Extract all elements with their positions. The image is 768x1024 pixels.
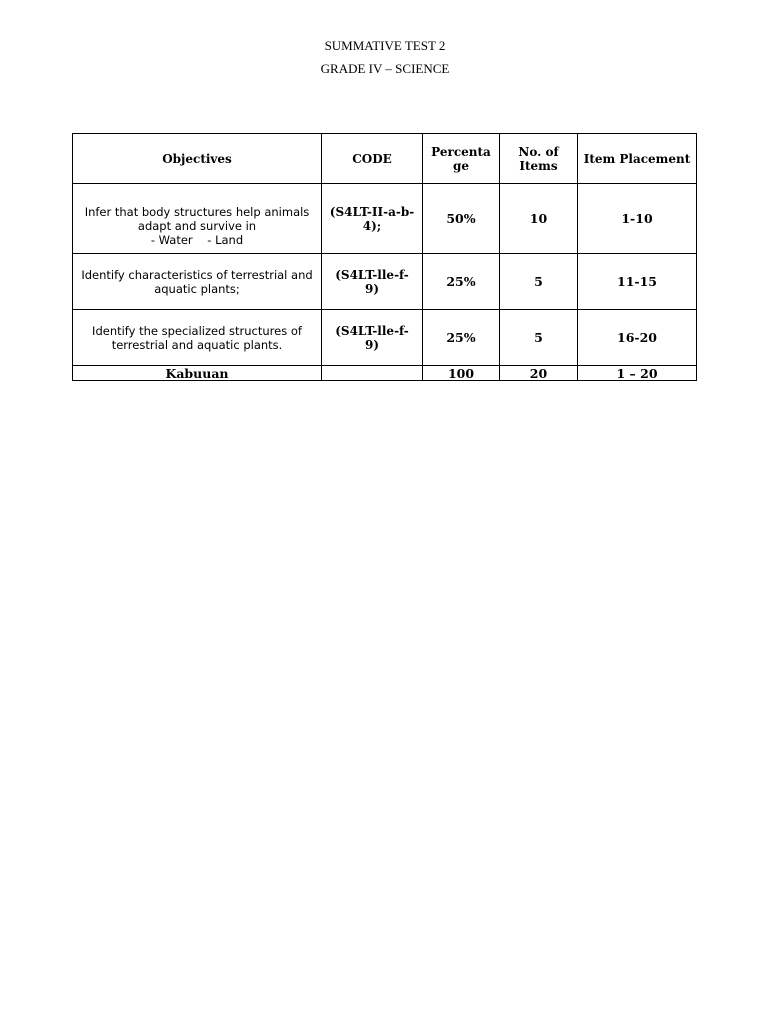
- objective-line: Identify characteristics of terrestrial and: [81, 267, 313, 282]
- objective-line: Infer that body structures help animals: [84, 204, 310, 219]
- code-line: 9): [364, 281, 380, 296]
- header-percentage-label: Percenta ge: [431, 144, 491, 173]
- code-cell: [322, 184, 423, 254]
- objective-cell: [73, 184, 322, 254]
- objective-cell: [73, 254, 322, 310]
- objective-line: aquatic plants;: [154, 281, 240, 296]
- total-items: 20: [500, 366, 578, 381]
- percentage-cell: 50%: [423, 184, 500, 254]
- total-percentage: 100: [423, 366, 500, 381]
- header-placement: Item Placement: [578, 134, 697, 184]
- percentage-cell: 25%: [423, 254, 500, 310]
- total-label: Kabuuan: [73, 366, 322, 381]
- table-header-row: [73, 134, 697, 184]
- header-code: CODE: [322, 134, 423, 184]
- table-of-specifications: [72, 133, 697, 381]
- items-cell: 5: [500, 310, 578, 366]
- placement-cell: 11-15: [578, 254, 697, 310]
- placement-cell: 16-20: [578, 310, 697, 366]
- placement-cell: 1-10: [578, 184, 697, 254]
- document-title: SUMMATIVE TEST 2: [324, 38, 446, 53]
- table-row: [73, 254, 697, 310]
- objective-cell: [73, 310, 322, 366]
- percentage-cell: 25%: [423, 310, 500, 366]
- objective-line: adapt and survive in: [137, 218, 257, 233]
- objective-line: - Water - Land: [150, 232, 244, 247]
- objective-line: terrestrial and aquatic plants.: [111, 337, 283, 352]
- code-line: (S4LT-II-a-b-: [329, 204, 415, 219]
- table-row: [73, 184, 697, 254]
- total-row: [73, 366, 697, 381]
- total-placement: 1 – 20: [578, 366, 697, 381]
- items-cell: 5: [500, 254, 578, 310]
- items-cell: 10: [500, 184, 578, 254]
- total-code: [322, 366, 423, 381]
- header-items: [500, 134, 578, 184]
- header-objectives: Objectives: [73, 134, 322, 184]
- table-row: [73, 310, 697, 366]
- code-cell: [322, 310, 423, 366]
- code-line: 9): [364, 337, 380, 352]
- code-line: (S4LT-lle-f-: [335, 323, 409, 338]
- code-line: 4);: [362, 218, 382, 233]
- code-line: (S4LT-lle-f-: [335, 267, 409, 282]
- header-items-label: No. of Items: [518, 144, 559, 173]
- code-cell: [322, 254, 423, 310]
- document-subtitle: GRADE IV – SCIENCE: [320, 61, 450, 76]
- header-percentage: [423, 134, 500, 184]
- objective-line: Identify the specialized structures of: [92, 323, 302, 338]
